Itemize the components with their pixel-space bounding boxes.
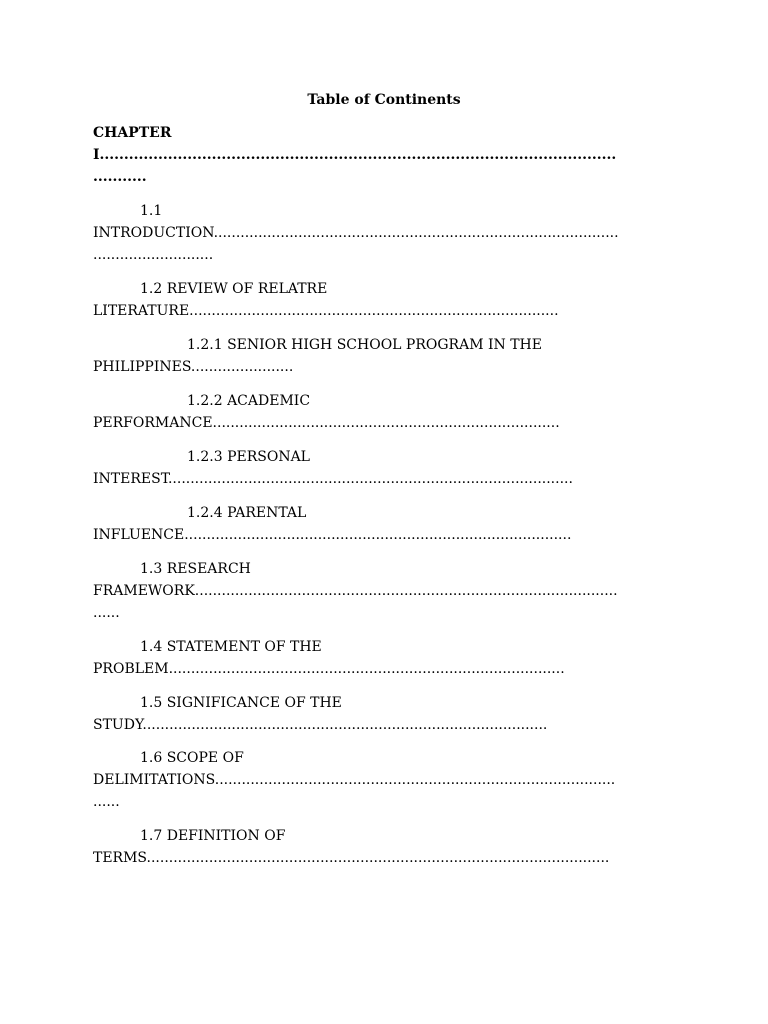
toc-entry-1-5 [93,692,673,736]
toc-leader: INTEREST........................................................................................... [93,471,573,487]
toc-heading: 1.4 STATEMENT OF THE [140,639,322,655]
toc-leader: PERFORMANCE.............................................................................. [93,415,560,431]
toc-heading: 1.6 SCOPE OF [140,750,244,766]
toc-heading: 1.7 DEFINITION OF [140,828,286,844]
toc-entry-1-2-3 [93,446,673,490]
toc-heading: 1.2 REVIEW OF RELATRE [140,281,328,297]
toc-heading: CHAPTER [93,125,172,141]
toc-leader: PHILIPPINES....................... [93,359,294,375]
toc-entry-1-2-1 [93,334,673,378]
toc-heading: 1.1 [140,203,163,219]
toc-leader: TERMS........................................................................................................ [93,850,610,866]
toc-leader: FRAMEWORK............................................................................................... [93,583,618,599]
toc-leader: INTRODUCTION........................................................................................... [93,225,619,241]
toc-leader-continuation: ........................... [93,247,214,263]
toc-heading: 1.2.1 SENIOR HIGH SCHOOL PROGRAM IN THE [187,337,542,353]
toc-leader: DELIMITATIONS.......................................................................................... [93,772,616,788]
toc-leader: INFLUENCE....................................................................................... [93,527,572,543]
toc-entry-1-2-2 [93,390,673,434]
page-title: Table of Continents [307,92,461,108]
toc-leader: I.......................................................................................................... [93,147,617,163]
toc-entry-1-2 [93,278,673,322]
toc-leader-continuation: ........... [93,169,147,185]
toc-leader: LITERATURE................................................................................... [93,303,559,319]
toc-leader: STUDY........................................................................................... [93,717,548,733]
toc-heading: 1.5 SIGNIFICANCE OF THE [140,695,342,711]
toc-leader-continuation: ...... [93,605,120,621]
toc-entry-1-4 [93,636,673,680]
toc-entry-1-7 [93,825,673,869]
toc-entry-1-2-4 [93,502,673,546]
toc-entry-1-6 [93,747,673,813]
toc-heading: 1.2.2 ACADEMIC [187,393,311,409]
toc-leader: PROBLEM......................................................................................... [93,661,565,677]
toc-entry-1-1 [93,200,673,266]
toc-heading: 1.2.3 PERSONAL [187,449,310,465]
toc-entry-1-3 [93,558,673,624]
toc-leader-continuation: ...... [93,794,120,810]
toc-heading: 1.3 RESEARCH [140,561,251,577]
toc-heading: 1.2.4 PARENTAL [187,505,307,521]
toc-entry-chapter-1 [93,122,673,188]
